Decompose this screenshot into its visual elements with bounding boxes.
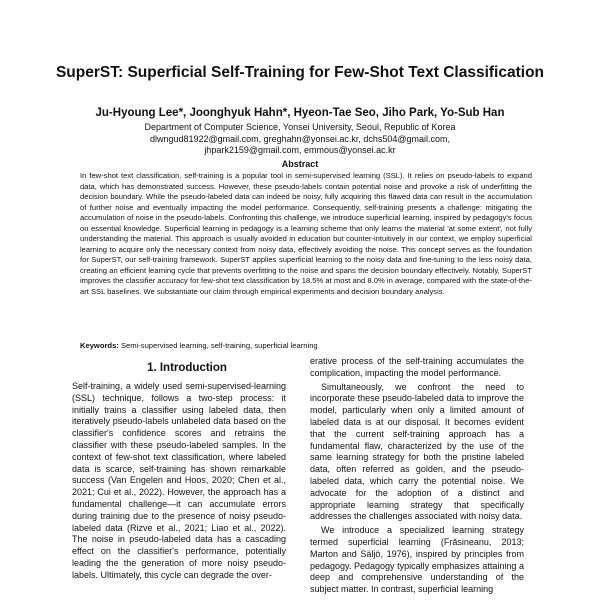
right-column: [310, 356, 524, 600]
author-emails-line-2: jhpark2159@gmail.com, emmous@yonsei.ac.kr: [204, 145, 396, 156]
paper-title: SuperST: Superficial Self-Training for Few-Shot Text Classification: [55, 64, 545, 81]
left-column: [72, 381, 286, 600]
author-emails-line-1: dlwngud81922@gmail.com, greghahn@yonsei.ac.kr, dchs504@gmail.com,: [149, 133, 451, 144]
intro-paragraph-continuation: erative process of the self-training accumulates the complication, impacting the model performance.: [310, 356, 524, 378]
intro-paragraph-3: We introduce a specialized learning strategy termed superficial learning (Frăsineanu, 2013; Marton and Säljö, 1976), inspired by principles from pedagogy. Pedagogy typically emphasizes attaining a deep and comprehensive understanding of the subject matter. In contrast, superficial learning: [310, 525, 524, 595]
abstract-heading: Abstract: [281, 159, 319, 169]
intro-paragraph-1: Self-training, a widely used semi-supervised-learning (SSL) technique, follows a two-step process: it initially trains a classifier using labeled data, then iteratively pseudo-labels unlabeled data based on the classifier's confidence scores and retrains the classifier with these pseudo-labeled samples. In the context of few-shot text classification, where labeled data is scarce, self-training has shown remarkable success (Van Engelen and Hoos, 2020; Chen et al., 2021; Cui et al., 2022). However, the approach has a fundamental challenge—it can accumulate errors during training due to the presence of noisy pseudo-labeled data (Rizve et al., 2021; Liao et al., 2022). The noise in pseudo-labeled data has a cascading effect on the classifier's performance, potentially leading the the generation of more noisy pseudo-labels. Ultimately, this cycle can degrade the over-: [72, 381, 286, 580]
abstract-text: In few-shot text classification, self-training is a popular tool in semi-supervised learning (SSL). It relies on pseudo-labels to expand data, which has demonstrated success. However, these pseudo-labels contain potential noise and provoke a risk of underfitting the decision boundary. While the pseudo-labeled data can indeed be noisy, fully acquiring this flawed data can result in the accumulation of further noise and eventually impacting the model performance. Consequently, self-training presents a challenge: mitigating the accumulation of noise in the pseudo-labels. Confronting this challenge, we introduce superficial learning, inspired by pedagogy's focus on essential knowledge. Superficial learning in pedagogy is a learning scheme that only learns the material 'at some extent', not fully understanding the material. This approach is usually avoided in education but counter-intuitively in our context, we employ superficial learning to acquire only the necessary context from noisy data, effectively avoiding the noise. This concept serves as the foundation for SuperST, our self-training framework. SuperST applies superficial learning to the noisy data and fine-tuning to the less noisy data, creating an efficient learning cycle that prevents overfitting to the noise and spans the decision boundary effectively. Notably, SuperST improves the classifier accuracy for few-shot text classification by 18.5% at most and 8.0% in average, compared with the state-of-the-art SSL baselines. We substantiate our claim through empirical experiments and decision boundary analysis.: [80, 171, 532, 296]
affiliation-block: [0, 122, 600, 157]
keywords-text: Semi-supervised learning, self-training, superficial learning: [120, 341, 318, 350]
section-heading-introduction: 1. Introduction: [147, 362, 227, 374]
keywords-line: [80, 341, 532, 350]
author-list: Ju-Hyoung Lee*, Joonghyuk Hahn*, Hyeon-Tae Seo, Jiho Park, Yo-Sub Han: [95, 107, 505, 119]
affiliation: Department of Computer Science, Yonsei University, Seoul, Republic of Korea: [144, 122, 456, 132]
keywords-label: Keywords:: [80, 341, 119, 350]
intro-paragraph-2: Simultaneously, we confront the need to incorporate these pseudo-labeled data to improve the model, particularly when only a limited amount of labeled data is at our disposal. It becomes evident that the current self-training approach has a fundamental flaw, characterized by the use of the same learning strategy for both the pristine labeled data, often referred as golden, and the pseudo-labeled data, which carry the potential noise. We advocate for the adoption of a distinct and appropriate learning strategy that specifically addresses the challenges associated with noisy data.: [310, 381, 524, 522]
